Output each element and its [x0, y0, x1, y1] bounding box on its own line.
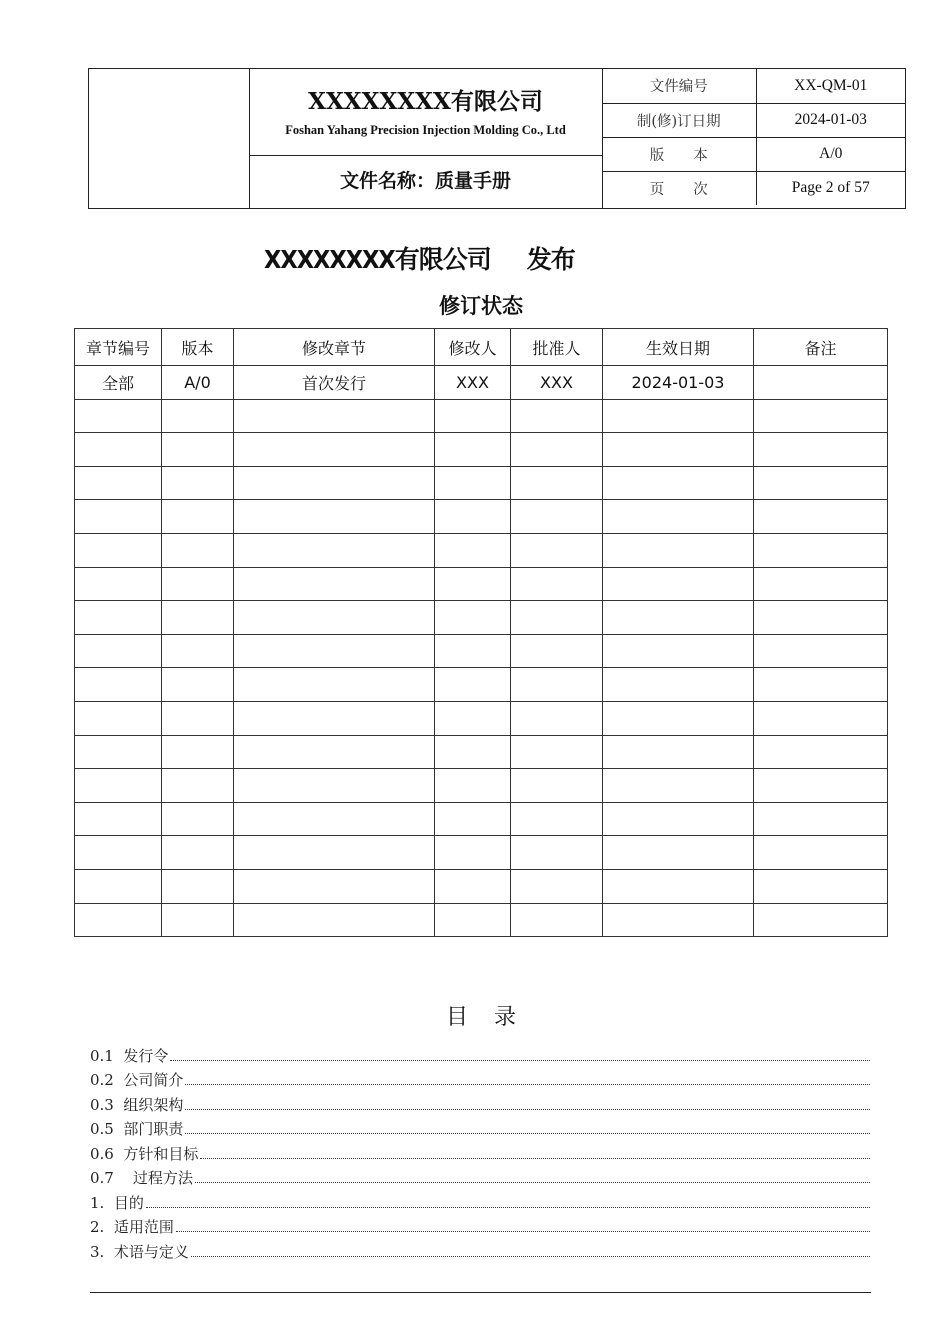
table-cell: [435, 869, 511, 903]
table-cell: [162, 802, 234, 836]
table-cell: [603, 668, 754, 702]
table-cell: [435, 533, 511, 567]
table-cell: [75, 533, 162, 567]
table-cell: [162, 466, 234, 500]
table-cell: [754, 567, 888, 601]
table-row: [75, 433, 888, 467]
table-cell: [234, 836, 435, 870]
table-cell: [511, 802, 603, 836]
table-cell: [162, 869, 234, 903]
table-cell: [754, 668, 888, 702]
meta-value: A/0: [756, 137, 905, 171]
table-cell: [75, 601, 162, 635]
table-cell: [603, 601, 754, 635]
table-cell: [75, 903, 162, 937]
table-row: [75, 701, 888, 735]
table-row: [75, 466, 888, 500]
table-cell: [754, 903, 888, 937]
table-cell: [511, 533, 603, 567]
table-cell: [603, 802, 754, 836]
table-row: [75, 836, 888, 870]
table-cell: [511, 433, 603, 467]
table-cell: [754, 836, 888, 870]
meta-row: [602, 69, 905, 103]
table-cell: [435, 399, 511, 433]
table-cell: [234, 634, 435, 668]
table-cell: [162, 567, 234, 601]
revision-header-row: [75, 329, 888, 366]
dot-leader: [170, 1060, 870, 1061]
table-cell: [75, 869, 162, 903]
table-row: [75, 601, 888, 635]
table-row: [75, 399, 888, 433]
table-cell: [234, 735, 435, 769]
table-row: [75, 668, 888, 702]
table-row: [75, 500, 888, 534]
table-cell: [75, 735, 162, 769]
dot-leader: [146, 1207, 870, 1208]
column-header: 备注: [754, 329, 888, 366]
column-header: 批准人: [511, 329, 603, 366]
table-cell: [234, 399, 435, 433]
table-cell: [435, 567, 511, 601]
table-cell: [75, 399, 162, 433]
table-cell: [75, 769, 162, 803]
table-cell: [75, 836, 162, 870]
footer-divider: [90, 1292, 871, 1293]
table-row: [75, 903, 888, 937]
meta-value: XX-QM-01: [756, 69, 905, 103]
table-cell: [511, 601, 603, 635]
table-cell: [754, 634, 888, 668]
dot-leader: [185, 1133, 870, 1134]
table-cell: [75, 433, 162, 467]
toc-item[interactable]: [90, 1213, 870, 1238]
toc-title-left: 目: [445, 1005, 468, 1030]
company-name-cn: XXXXXXXX有限公司: [308, 88, 543, 115]
meta-key: 版 本: [602, 137, 756, 171]
dot-leader: [200, 1158, 870, 1159]
table-cell: [511, 769, 603, 803]
toc-item[interactable]: [90, 1237, 870, 1262]
table-cell: [75, 567, 162, 601]
table-cell: [435, 466, 511, 500]
meta-key: 文件编号: [602, 69, 756, 103]
table-row: [75, 869, 888, 903]
toc-item-label: 1. 目的: [90, 1193, 144, 1212]
table-cell: [162, 533, 234, 567]
document-header: [88, 68, 906, 209]
toc-list: [90, 1041, 870, 1262]
company-cell: [249, 69, 603, 156]
toc-item[interactable]: [90, 1041, 870, 1066]
table-cell: [435, 601, 511, 635]
table-cell: [511, 567, 603, 601]
table-cell: [234, 567, 435, 601]
table-row: [75, 769, 888, 803]
meta-row: [602, 137, 905, 171]
table-cell: [435, 701, 511, 735]
table-cell: [234, 701, 435, 735]
toc-item[interactable]: [90, 1090, 870, 1115]
table-cell: [511, 500, 603, 534]
revision-table: [74, 328, 888, 937]
table-cell: [603, 399, 754, 433]
dot-leader: [195, 1182, 870, 1183]
meta-row: [602, 171, 905, 205]
table-cell: [435, 836, 511, 870]
table-cell: [754, 769, 888, 803]
table-cell: [754, 869, 888, 903]
revision-title: 修订状态: [439, 294, 523, 318]
toc-item-label: 0.6 方针和目标: [90, 1144, 199, 1163]
table-cell: [234, 769, 435, 803]
table-cell: [435, 634, 511, 668]
table-row: [75, 533, 888, 567]
dot-leader: [176, 1231, 870, 1232]
table-row: [75, 567, 888, 601]
table-cell: [754, 399, 888, 433]
column-header: 章节编号: [75, 329, 162, 366]
publish-company: XXXXXXXX有限公司: [264, 245, 491, 274]
table-cell: [234, 433, 435, 467]
publish-statement: [264, 240, 575, 276]
table-cell: [511, 869, 603, 903]
table-cell: [162, 399, 234, 433]
dot-leader: [185, 1084, 870, 1085]
toc-item-label: 0.7 过程方法: [90, 1169, 193, 1187]
table-cell: [75, 701, 162, 735]
table-cell: [511, 399, 603, 433]
table-cell: [754, 366, 888, 400]
meta-value: 2024-01-03: [756, 103, 905, 137]
table-cell: XXX: [511, 366, 603, 400]
table-row: [75, 366, 888, 400]
column-header: 版本: [162, 329, 234, 366]
toc-item[interactable]: [90, 1139, 870, 1164]
table-cell: [234, 869, 435, 903]
table-cell: [435, 668, 511, 702]
meta-key: 页 次: [602, 171, 756, 205]
dot-leader: [185, 1109, 870, 1110]
toc-item[interactable]: [90, 1188, 870, 1213]
table-cell: A/0: [162, 366, 234, 400]
document-name: 文件名称：质量手册: [249, 155, 603, 208]
company-name-en: Foshan Yahang Precision Injection Molding Co., Ltd: [285, 123, 566, 137]
table-cell: [162, 433, 234, 467]
table-cell: [754, 466, 888, 500]
table-cell: [435, 433, 511, 467]
table-cell: [603, 466, 754, 500]
table-cell: [603, 735, 754, 769]
table-cell: [603, 869, 754, 903]
table-cell: [511, 735, 603, 769]
table-cell: [435, 735, 511, 769]
table-cell: XXX: [435, 366, 511, 400]
table-cell: [75, 634, 162, 668]
table-cell: [603, 701, 754, 735]
toc-item-label: 2. 适用范围: [90, 1218, 174, 1236]
table-cell: [75, 802, 162, 836]
toc-item-label: 0.3 组织架构: [90, 1095, 184, 1114]
column-header: 修改章节: [234, 329, 435, 366]
table-cell: [754, 701, 888, 735]
table-cell: [162, 735, 234, 769]
dot-leader: [191, 1256, 870, 1257]
table-cell: [603, 836, 754, 870]
document-meta-table: [602, 69, 905, 205]
table-cell: [162, 601, 234, 635]
table-cell: [234, 668, 435, 702]
table-cell: [754, 601, 888, 635]
table-cell: [234, 533, 435, 567]
table-cell: [162, 634, 234, 668]
table-cell: [603, 567, 754, 601]
table-cell: [162, 500, 234, 534]
table-cell: [234, 903, 435, 937]
table-cell: [603, 769, 754, 803]
table-cell: [162, 668, 234, 702]
column-header: 生效日期: [603, 329, 754, 366]
table-cell: [511, 634, 603, 668]
table-cell: [603, 533, 754, 567]
table-cell: [234, 802, 435, 836]
table-cell: 2024-01-03: [603, 366, 754, 400]
table-cell: [435, 769, 511, 803]
table-cell: [511, 466, 603, 500]
toc-item[interactable]: [90, 1164, 870, 1189]
table-cell: [435, 500, 511, 534]
logo-cell: [89, 69, 250, 208]
table-cell: [234, 500, 435, 534]
table-cell: [511, 701, 603, 735]
publish-action: 发布: [526, 245, 575, 274]
table-cell: [435, 903, 511, 937]
table-row: [75, 735, 888, 769]
toc-title-right: 录: [494, 1005, 517, 1030]
table-cell: [603, 433, 754, 467]
meta-key: 制(修)订日期: [602, 103, 756, 137]
table-cell: [162, 836, 234, 870]
table-cell: [754, 735, 888, 769]
table-cell: [435, 802, 511, 836]
table-cell: [511, 903, 603, 937]
table-cell: [754, 433, 888, 467]
toc-item[interactable]: [90, 1115, 870, 1140]
table-cell: [754, 802, 888, 836]
table-cell: [75, 500, 162, 534]
column-header: 修改人: [435, 329, 511, 366]
table-cell: [511, 668, 603, 702]
table-cell: [162, 701, 234, 735]
table-cell: [162, 769, 234, 803]
table-cell: [754, 533, 888, 567]
toc-item[interactable]: [90, 1066, 870, 1091]
table-cell: [603, 903, 754, 937]
table-cell: [75, 668, 162, 702]
toc-item-label: 3. 术语与定义: [90, 1242, 189, 1261]
meta-row: [602, 103, 905, 137]
table-cell: [603, 634, 754, 668]
table-row: [75, 802, 888, 836]
toc-title: [0, 1000, 950, 1031]
table-cell: [234, 601, 435, 635]
table-cell: [75, 466, 162, 500]
toc-item-label: 0.2 公司简介: [90, 1071, 184, 1089]
table-cell: [511, 836, 603, 870]
table-cell: [162, 903, 234, 937]
meta-value: Page 2 of 57: [791, 179, 870, 197]
table-cell: 首次发行: [234, 366, 435, 400]
table-cell: [754, 500, 888, 534]
table-cell: [603, 500, 754, 534]
table-cell: 全部: [75, 366, 162, 400]
table-row: [75, 634, 888, 668]
table-cell: [234, 466, 435, 500]
toc-item-label: 0.5 部门职责: [90, 1120, 184, 1138]
toc-item-label: 0.1 发行令: [90, 1046, 169, 1065]
